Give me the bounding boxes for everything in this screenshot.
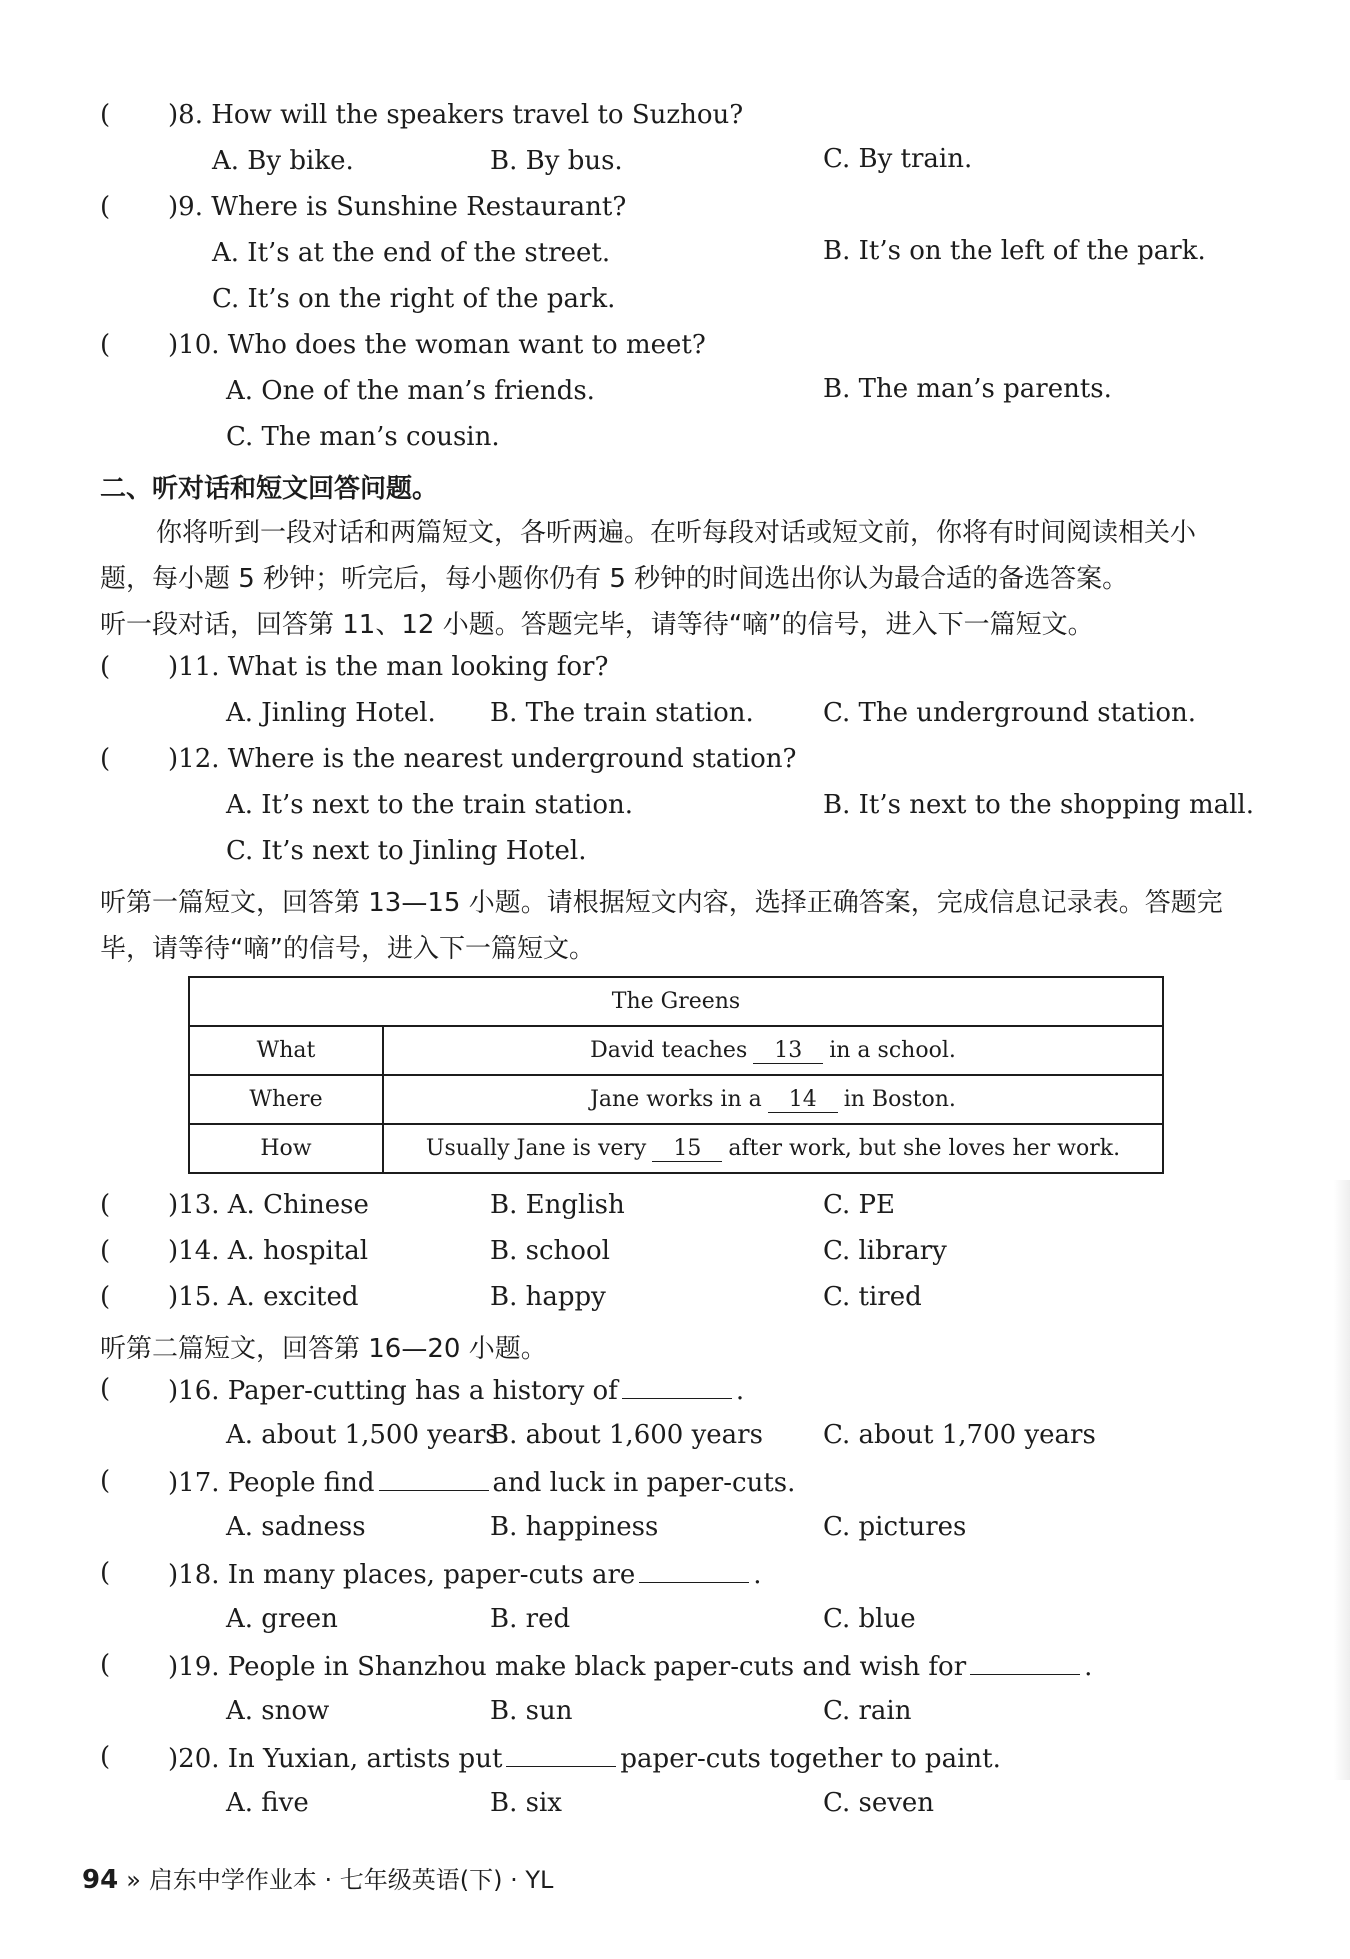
intro-line-2: 题，每小题 5 秒钟；听完后，每小题你仍有 5 秒钟的时间选出你认为最合适的备选答案。 bbox=[100, 564, 1129, 594]
q15-option-c[interactable]: C. tired bbox=[823, 1282, 922, 1312]
table-value: David teaches 13 in a school. bbox=[383, 1026, 1163, 1075]
q20-option-c[interactable]: C. seven bbox=[823, 1788, 935, 1818]
q17-option-a[interactable]: A. sadness bbox=[226, 1512, 366, 1542]
question-10: )10. Who does the woman want to meet? bbox=[168, 330, 706, 360]
passage2-instruction: 听第二篇短文，回答第 16—20 小题。 bbox=[100, 1334, 547, 1364]
answer-paren[interactable]: ( bbox=[100, 1374, 111, 1404]
section-heading: 二、听对话和短文回答问题。 bbox=[100, 474, 439, 504]
q18-option-b[interactable]: B. red bbox=[490, 1604, 571, 1634]
table-key: What bbox=[189, 1026, 383, 1075]
q12-option-c[interactable]: C. It’s next to Jinling Hotel. bbox=[226, 836, 587, 866]
answer-paren[interactable]: ( bbox=[100, 1282, 111, 1312]
q18-option-a[interactable]: A. green bbox=[226, 1604, 338, 1634]
question-12: )12. Where is the nearest underground station? bbox=[168, 744, 797, 774]
answer-blank[interactable] bbox=[506, 1742, 616, 1767]
q19-option-b[interactable]: B. sun bbox=[490, 1696, 573, 1726]
q17-option-b[interactable]: B. happiness bbox=[490, 1512, 659, 1542]
blank-13[interactable]: 13 bbox=[753, 1038, 823, 1064]
q8-option-b[interactable]: B. By bus. bbox=[490, 146, 623, 176]
q19-option-c[interactable]: C. rain bbox=[823, 1696, 912, 1726]
question-18: )18. In many places, paper-cuts are . bbox=[168, 1560, 762, 1590]
info-record-table bbox=[188, 976, 1164, 1174]
q10-option-b[interactable]: B. The man’s parents. bbox=[823, 374, 1112, 404]
intro-line-1: 你将听到一段对话和两篇短文，各听两遍。在听每段对话或短文前，你将有时间阅读相关小 bbox=[156, 518, 1197, 548]
answer-paren[interactable]: ( bbox=[100, 1742, 111, 1772]
q10-option-a[interactable]: A. One of the man’s friends. bbox=[226, 376, 595, 406]
page-footer bbox=[82, 1860, 553, 1895]
question-8: )8. How will the speakers travel to Suzhou? bbox=[168, 100, 744, 130]
q13-option-c[interactable]: C. PE bbox=[823, 1190, 895, 1220]
table-key: How bbox=[189, 1124, 383, 1173]
q10-option-c[interactable]: C. The man’s cousin. bbox=[226, 422, 500, 452]
q9-option-a[interactable]: A. It’s at the end of the street. bbox=[212, 238, 611, 268]
table-key: Where bbox=[189, 1075, 383, 1124]
q11-option-c[interactable]: C. The underground station. bbox=[823, 698, 1197, 728]
q15-option-b[interactable]: B. happy bbox=[490, 1282, 606, 1312]
passage1-instruction-1: 听第一篇短文，回答第 13—15 小题。请根据短文内容，选择正确答案，完成信息记录表。答题完 bbox=[100, 888, 1223, 918]
answer-paren[interactable]: ( bbox=[100, 1236, 111, 1266]
q20-option-a[interactable]: A. five bbox=[226, 1788, 309, 1818]
q12-option-b[interactable]: B. It’s next to the shopping mall. bbox=[823, 790, 1254, 820]
passage1-instruction-2: 毕，请等待“嘀”的信号，进入下一篇短文。 bbox=[100, 934, 595, 964]
answer-paren[interactable]: ( bbox=[100, 192, 111, 222]
answer-paren[interactable]: ( bbox=[100, 1466, 111, 1496]
question-9: )9. Where is Sunshine Restaurant? bbox=[168, 192, 627, 222]
q20-option-b[interactable]: B. six bbox=[490, 1788, 562, 1818]
q8-option-c[interactable]: C. By train. bbox=[823, 144, 973, 174]
q14-option-c[interactable]: C. library bbox=[823, 1236, 947, 1266]
q17-option-c[interactable]: C. pictures bbox=[823, 1512, 967, 1542]
book-title: 启东中学作业本 · 七年级英语(下) · YL bbox=[148, 1866, 554, 1894]
answer-paren[interactable]: ( bbox=[100, 744, 111, 774]
question-11: )11. What is the man looking for? bbox=[168, 652, 609, 682]
q18-option-c[interactable]: C. blue bbox=[823, 1604, 916, 1634]
q16-option-b[interactable]: B. about 1,600 years bbox=[490, 1420, 763, 1450]
question-19: )19. People in Shanzhou make black paper-cuts and wish for . bbox=[168, 1652, 1093, 1682]
table-row bbox=[189, 1075, 1163, 1124]
q16-option-a[interactable]: A. about 1,500 years bbox=[226, 1420, 499, 1450]
q9-option-b[interactable]: B. It’s on the left of the park. bbox=[823, 236, 1206, 266]
answer-paren[interactable]: ( bbox=[100, 1650, 111, 1680]
question-20: )20. In Yuxian, artists put paper-cuts together to paint. bbox=[168, 1744, 1001, 1774]
question-14: )14. A. hospital bbox=[168, 1236, 369, 1266]
q11-option-b[interactable]: B. The train station. bbox=[490, 698, 754, 728]
blank-14[interactable]: 14 bbox=[768, 1087, 838, 1113]
answer-paren[interactable]: ( bbox=[100, 652, 111, 682]
question-17: )17. People find and luck in paper-cuts. bbox=[168, 1468, 796, 1498]
table-row bbox=[189, 1124, 1163, 1173]
page-edge-shadow bbox=[1334, 1180, 1350, 1780]
answer-paren[interactable]: ( bbox=[100, 330, 111, 360]
table-title: The Greens bbox=[189, 977, 1163, 1026]
dialog-instruction: 听一段对话，回答第 11、12 小题。答题完毕，请等待“嘀”的信号，进入下一篇短文。 bbox=[100, 610, 1094, 640]
answer-paren[interactable]: ( bbox=[100, 1190, 111, 1220]
q9-option-c[interactable]: C. It’s on the right of the park. bbox=[212, 284, 616, 314]
answer-paren[interactable]: ( bbox=[100, 100, 111, 130]
q16-option-c[interactable]: C. about 1,700 years bbox=[823, 1420, 1096, 1450]
double-chevron-icon: » bbox=[126, 1866, 141, 1894]
table-row bbox=[189, 1026, 1163, 1075]
answer-blank[interactable] bbox=[639, 1558, 749, 1583]
answer-blank[interactable] bbox=[379, 1466, 489, 1491]
q14-option-b[interactable]: B. school bbox=[490, 1236, 610, 1266]
question-16: )16. Paper-cutting has a history of . bbox=[168, 1376, 745, 1406]
answer-paren[interactable]: ( bbox=[100, 1558, 111, 1588]
page-number: 94 bbox=[82, 1865, 119, 1895]
question-13: )13. A. Chinese bbox=[168, 1190, 369, 1220]
answer-blank[interactable] bbox=[970, 1650, 1080, 1675]
question-15: )15. A. excited bbox=[168, 1282, 359, 1312]
q19-option-a[interactable]: A. snow bbox=[226, 1696, 330, 1726]
q11-option-a[interactable]: A. Jinling Hotel. bbox=[226, 698, 436, 728]
answer-blank[interactable] bbox=[622, 1374, 732, 1399]
blank-15[interactable]: 15 bbox=[652, 1136, 722, 1162]
q8-option-a[interactable]: A. By bike. bbox=[212, 146, 354, 176]
table-value: Jane works in a 14 in Boston. bbox=[383, 1075, 1163, 1124]
q12-option-a[interactable]: A. It’s next to the train station. bbox=[226, 790, 634, 820]
table-value: Usually Jane is very 15 after work, but she loves her work. bbox=[383, 1124, 1163, 1173]
q13-option-b[interactable]: B. English bbox=[490, 1190, 625, 1220]
